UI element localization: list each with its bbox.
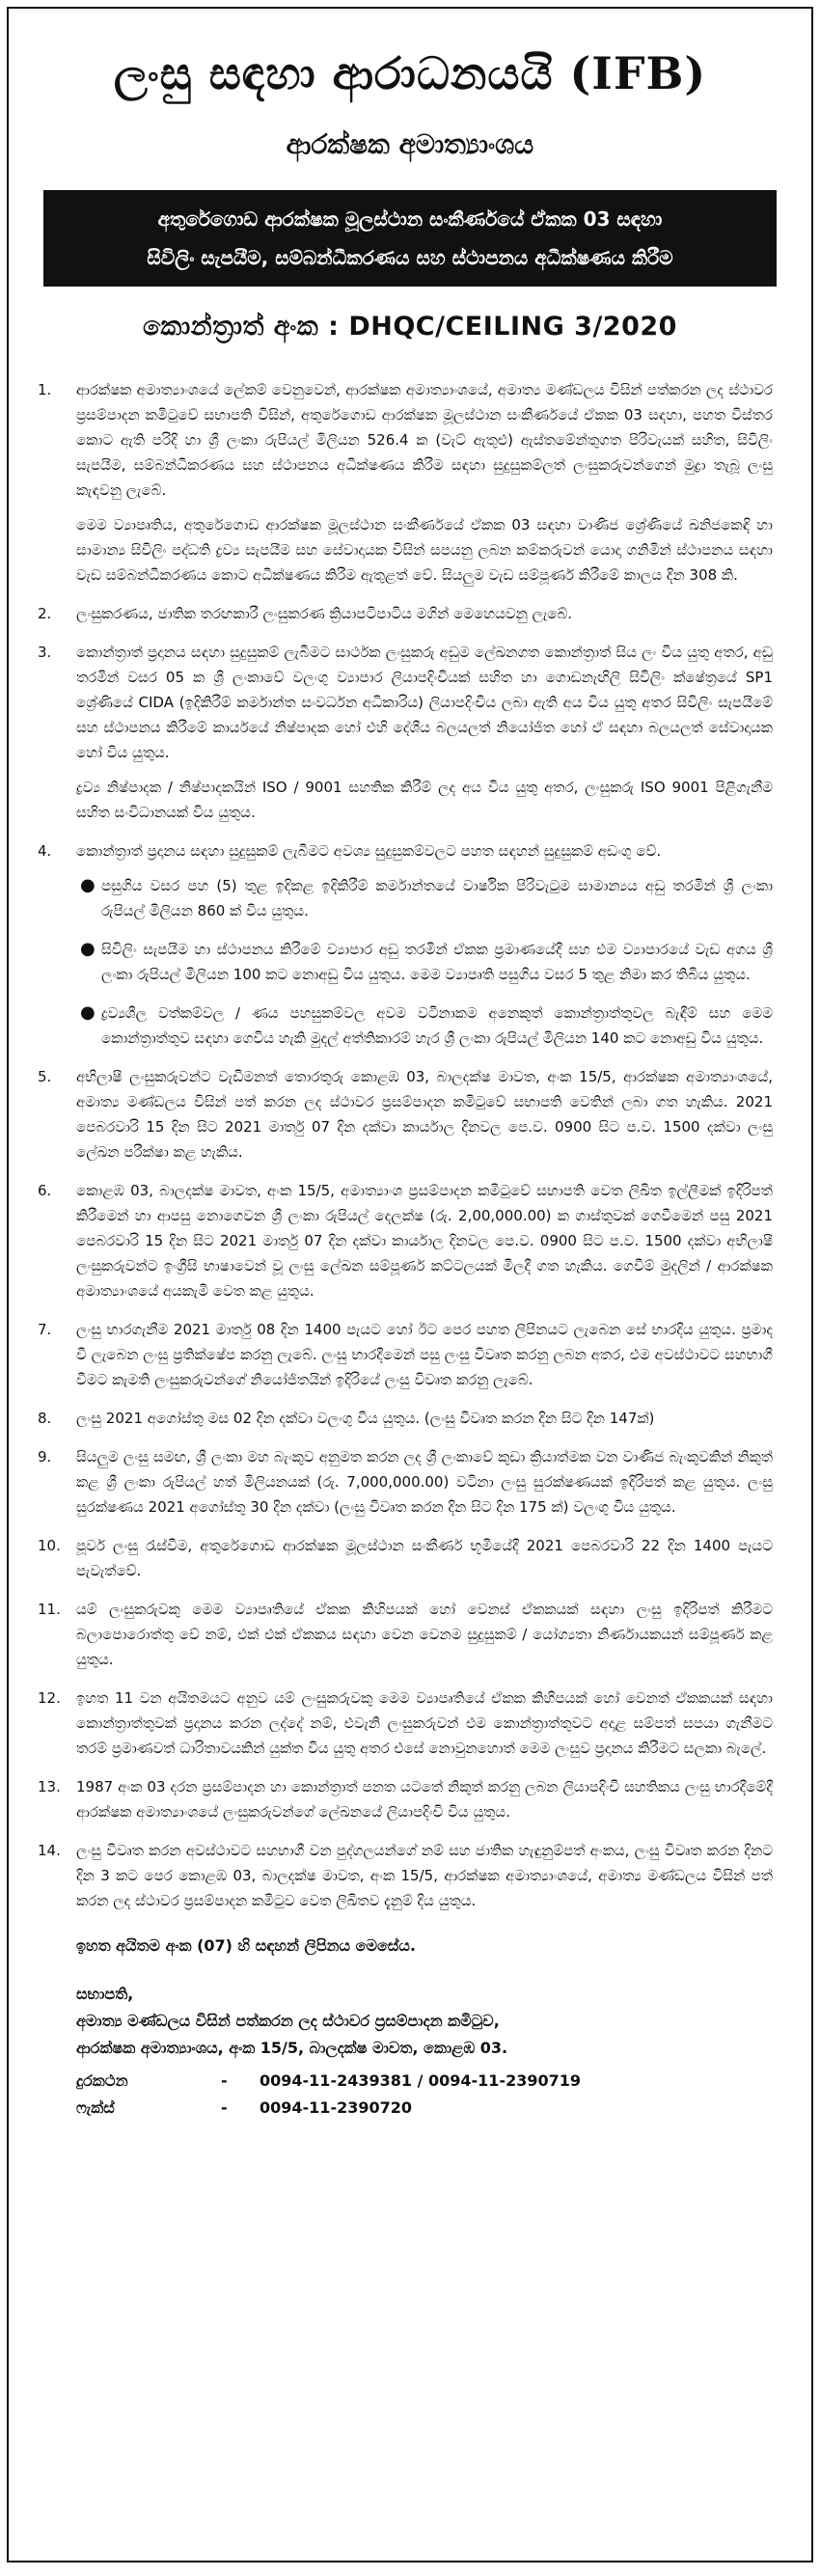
clause-item [9, 1444, 773, 1520]
clause-item [9, 1178, 773, 1303]
clause-paragraph: ආරක්ෂක අමාත්‍යාංශයේ ලේකම් වෙනුවෙන්, ආරක්ෂක අමාත්‍යාංශයේ, අමාත්‍ය මණ්ඩලය විසින් පත්කරන ලද ස්ථාවර ප්‍රසම්පාදන කමිටුවේ සභාපති විසින්, අතුරේගොඩ ආරක්ෂක මූලස්ථාන සංකීර්ණයේ ඒකක 03 සඳහා, පහත විස්තර කොට ඇති පරිදි හා ශ්‍රී ලංකා රුපියල් මිලියන 526.4 ක (වැට් ඇතුළු) ඇස්තමේන්තුගත පිරිවැයක් සහිත, සිවිලිං සැපයීම, සම්බන්ධීකරණය සහ ස්ථාපනය අධීක්ෂණය කිරීම සඳහා සුදුසුකම්ලත් ලංසුකරුවන්ගෙන් මුද්‍රා තැබූ ලංසු කැඳවනු ලැබේ. [76, 381, 774, 499]
requirement-bullet [76, 873, 773, 923]
clause-item [9, 377, 773, 588]
clause-item [9, 1774, 773, 1824]
clause-number: 12. [38, 1689, 61, 1707]
clause-paragraph: කොන්ත්‍රාත් ප්‍රදානය සඳහා සුදුසුකම් ලැබීමට අවශ්‍ය සුදුසුකම්වලට පහත සඳහන් සුදුසුකම් අඩංගු වේ. [76, 842, 662, 860]
contact-table [76, 2068, 590, 2122]
notice-title: ලංසු සඳහා ආරාධනයයි (IFB) [113, 47, 707, 99]
clause-item [9, 640, 773, 825]
contact-row-fax [76, 2095, 590, 2122]
clause-paragraph: අභිලාෂී ලංසුකරුවන්ට වැඩිමනත් තොරතුරු කොළඹ 03, බාලදක්ෂ මාවත, අංක 15/5, ආරක්ෂක අමාත්‍යාංශයේ, අමාත්‍ය මණ්ඩලය විසින් පත් කරන ලද ස්ථාවර ප්‍රසම්පාදන කමිටුවේ සභාපති වෙතින් ලබා ගත හැකිය. 2021 පෙබරවාරි 15 දින සිට 2021 මාර්තු 07 දින දක්වා කාර්යාල දිනවල පෙ.ව. 0900 සිට ප.ව. 1500 දක්වා ලංසු ලේඛන පරීක්ෂා කළ හැකිය. [76, 1068, 773, 1161]
contract-number-line [9, 312, 811, 343]
bullet-text: සිවිලිං සැපයීම හා ස්ථාපනය කිරීමේ ව්‍යාපාර අඩු තරමින් ඒකක ප්‍රමාණයේදී සහ එම ව්‍යාපාරයේ වැඩ අගය ශ්‍රී ලංකා රුපියල් මිලියන 100 කට නොඅඩු විය යුතුය. මෙම ව්‍යාපෘති පසුගිය වසර 5 තුළ නිමා කර තිබිය යුතුය. [101, 941, 773, 983]
clause-item [9, 1406, 773, 1431]
banner-line-2: සිවිලිං සැපයීම, සම්බන්ධීකරණය සහ ස්ථාපනය අධීක්ෂණය කිරීම [147, 246, 673, 269]
signoff-committee: අමාත්‍ය මණ්ඩලය විසින් පත්කරන ලද ස්ථාවර ප්‍රසම්පාදන කමිටුව, [76, 2012, 500, 2030]
clause-number: 8. [38, 1410, 52, 1427]
signoff-block [76, 1981, 811, 2062]
notice-page [7, 7, 813, 2562]
clause-paragraph: ලංසුකරණය, ජාතික තරඟකාරී ලංසුකරණ ක්‍රියාපටිපාටිය මගින් මෙහෙයවනු ලැබේ. [76, 605, 572, 622]
signoff-title: සභාපති, [76, 1985, 134, 2003]
clause-number: 9. [38, 1448, 52, 1466]
fax-label: ෆැක්ස් [76, 2098, 115, 2117]
clause-paragraph: කොළඹ 03, බාලදක්ෂ මාවත, අංක 15/5, අමාත්‍යාංශ ප්‍රසම්පාදන කමිටුවේ සභාපති වෙත ලිඛිත ඉල්ලීමක් ඉදිරිපත් කිරීමෙන් හා ආපසු නොගෙවන ශ්‍රී ලංකා රුපියල් දෙලක්ෂ (රු. 2,00,000.00) ක ගාස්තුවක් ගෙවීමෙන් පසු 2021 පෙබරවාරි 15 දින සිට 2021 මාර්තු 07 දින දක්වා කාර්යාල දිනවල පෙ.ව. 0900 සිට ප.ව. 1500 දක්වා අභිලාෂී ලංසුකරුවන්ට ඉංග්‍රීසි භාෂාවෙන් වූ ලංසු ලේඛන සම්පූර්ණ කට්ටලයක් මිලදී ගත හැකිය. ගෙවීම් මුදලින් / ආරක්ෂක අමාත්‍යාංශයේ අයකැමි වෙත කළ යුතුය. [76, 1182, 773, 1300]
fax-number: 0094-11-2390720 [260, 2098, 413, 2117]
clause-item [9, 1317, 773, 1392]
project-banner [43, 190, 777, 287]
clause-item [9, 1838, 773, 1913]
clause-number: 14. [38, 1842, 61, 1859]
bullet-dot-icon: ● [80, 875, 96, 895]
clause-number: 13. [38, 1778, 61, 1795]
clause-paragraph: සියලුම ලංසු සමඟ, ශ්‍රී ලංකා මහ බැංකුව අනුමත කරන ලද ශ්‍රී ලංකාවේ කුඩා ක්‍රියාත්මක වන වාණිජ බැංකුවකින් නිකුත් කළ ශ්‍රී ලංකා රුපියල් හත් මිලියනයක් (රු. 7,000,000.00) වටිනා ලංසු සුරක්ෂණයක් ඉදිරිපත් කළ යුතුය. ලංසු සුරක්ෂණය 2021 අගෝස්තු 30 දින දක්වා (ලංසු විවෘත කරන දින සිට දින 175 ක්) වලංගු විය යුතුය. [76, 1448, 773, 1516]
requirement-bullets [76, 873, 773, 1051]
clause-item [9, 1064, 773, 1165]
clause-number: 7. [38, 1321, 52, 1338]
clause-paragraph: ද්‍රව්‍ය නිෂ්පාදක / නිෂ්පාදකයින් ISO / 9001 සහතික කිරීම් ලද අය විය යුතු අතර, ලංසුකරු ISO 9001 පිළිගැනීම සහිත සංවිධානයක් විය යුතුය. [76, 779, 773, 821]
clause-paragraph: ලංසු විවෘත කරන අවස්ථාවට සහභාගී වන පුද්ගලයන්ගේ නම් සහ ජාතික හැඳුනුම්පත් අංකය, ලංසු විවෘත කරන දිනට දින 3 කට පෙර කොළඹ 03, බාලදක්ෂ මාවත, අංක 15/5, ආරක්ෂක අමාත්‍යාංශයේ, අමාත්‍ය මණ්ඩලය විසින් පත් කරන ලද ස්ථාවර ප්‍රසම්පාදන කමිටුව වෙත ලිඛිතව දැනුම් දිය යුතුය. [76, 1842, 773, 1909]
bullet-dot-icon: ● [80, 1002, 96, 1023]
clause-paragraph: මෙම ව්‍යාපෘතිය, අතුරේගොඩ ආරක්ෂක මූලස්ථාන සංකීර්ණයේ ඒකක 03 සඳහා වාණිජ ශ්‍රේණියේ ඛනිජකෙඳි හා සාමාන්‍ය සිවිලිං පද්ධති ද්‍රව්‍ය සැපයීම සහ සේවාදායක විසින් සපයනු ලබන කම්කරුවන් යොදා ගනිමින් ස්ථාපනය සඳහා වැඩ සම්බන්ධීකරණය කොට අධීක්ෂණය කිරීම ඇතුළත් වේ. සියලුම වැඩ සම්පූර්ණ කිරීමේ කාලය දින 308 කි. [76, 516, 773, 584]
phone-separator: - [221, 2071, 228, 2090]
clause-paragraph: කොන්ත්‍රාත් ප්‍රදානය සඳහා සුදුසුකම් ලැබීමට සාර්ථක ලංසුකරු අඩුම ලේඛනගත කොන්ත්‍රාත් සිය ලං විය යුතු අතර, අඩු තරමින් වසර 05 ක ශ්‍රී ලංකාවේ වලංගු ව්‍යාපාර ලියාපදිංචියක් සහිත හා ගොඩනැඟිලි සිවිලිං ක්ෂේත්‍රයේ SP1 ශ්‍රේණියේ CIDA (ඉදිකිරීම් කර්මාන්ත සංවර්ධන අධිකාරිය) ලියාපදිංචිය ලබා ඇති අය විය යුතු අතර සිවිලිං සැපයීමේ සහ ස්ථාපනය කිරීමේ කාර්යයේ නිෂ්පාදක හෝ එහි දේශීය බලයලත් නියෝජිත හෝ ඒ සඳහා බලයලත් සේවාදායක හෝ විය යුතුය. [76, 644, 773, 761]
clause-number: 3. [38, 644, 52, 661]
clause-paragraph: 1987 අංක 03 දරන ප්‍රසම්පාදන හා කොන්ත්‍රාත් පනත යටතේ නිකුත් කරනු ලබන ලියාපදිංචි සහතිකය ලංසු භාරදීමේදී ආරක්ෂක අමාත්‍යාංශයේ ලංසුකරුවන්ගේ ලේඛනයේ ලියාපදිංචි විය යුතුය. [76, 1778, 773, 1821]
ministry-name: ආරක්ෂක අමාත්‍යාංශය [286, 128, 534, 160]
clause-paragraph: ලංසු භාරගැනීම 2021 මාර්තු 08 දින 1400 පැයට හෝ ඊට පෙර පහත ලිපිනයට ලැබෙන සේ භාරදිය යුතුය. ප්‍රමාද වී ලැබෙන ලංසු ප්‍රතික්ෂේප කරනු ලැබේ. ලංසු භාරදීමෙන් පසු ලංසු විවෘත කරනු ලබන අතර, එම අවස්ථාවට සහභාගී වීමට කැමති ලංසුකරුවන්ගේ නියෝජිතයින් ඉදිරියේ ලංසු විවෘත කරනු ලැබේ. [76, 1321, 773, 1388]
bullet-dot-icon: ● [80, 939, 96, 959]
fax-separator: - [221, 2098, 228, 2117]
contact-row-phone [76, 2068, 590, 2095]
banner-line-1: අතුරේගොඩ ආරක්ෂක මූලස්ථාන සංකීර්ණයේ ඒකක 03 සඳහා [157, 207, 663, 231]
phone-numbers: 0094-11-2439381 / 0094-11-2390719 [260, 2071, 581, 2090]
requirement-bullet [76, 1000, 773, 1051]
bullet-text: පසුගිය වසර පහ (5) තුළ ඉදිකළ ඉදිකිරීම් කර්මාන්තයේ වාර්ෂික පිරිවැටුම සාමාන්‍යය අඩු තරමින් ශ්‍රී ලංකා රුපියල් මිලියන 860 ක් විය යුතුය. [101, 877, 773, 919]
clause-number: 2. [38, 605, 52, 622]
clause-item [9, 601, 773, 626]
clause-list [9, 377, 811, 1913]
bullet-text: ද්‍රව්‍යශීල වත්කම්වල / ණය පහසුකම්වල අවම වටිනාකම අනෙකුත් කොන්ත්‍රාත්තුවල බැඳීම් සහ මෙම කොන්ත්‍රාත්තුව සඳහා ගෙවිය හැකි මුදල් අත්තිකාරම් හැර ශ්‍රී ලංකා රුපියල් මිලියන 140 කට නොඅඩු විය යුතුය. [101, 1004, 773, 1047]
requirement-bullet [76, 937, 773, 987]
contract-label: කොන්ත්‍රාත් අංක : [143, 312, 340, 342]
clause-item [9, 1597, 773, 1672]
clause-paragraph: ලංසු 2021 අගෝස්තු මස 02 දින දක්වා වලංගු විය යුතුය. (ලංසු විවෘත කරන දින සිට දින 147ක්) [76, 1410, 655, 1427]
clause-item [9, 1685, 773, 1761]
address-intro: ඉහත අයිතම අංක (07) හි සඳහන් ලිපිනය මෙසේය. [76, 1936, 417, 1955]
clause-paragraph: ඉහත 11 වන අයිතමයට අනුව යම් ලංසුකරුවකු මෙම ව්‍යාපෘතියේ ඒකක කිහිපයක් හෝ වෙනත් ඒකකයක් සඳහා කොන්ත්‍රාත්තුවක් ප්‍රදානය කරන ලද්දේ නම්, එවැනි ලංසුකරුවන් එම කොන්ත්‍රාත්තුවට අදාළ සම්පත් සපයා ගැනීමට තරම් ප්‍රමාණවත් ධාරිතාවයකින් යුක්ත විය යුතු අතර එසේ නොවුනහොත් මෙම ලංසුව ප්‍රදානය කිරීමට සලකා බැලේ. [76, 1689, 773, 1757]
contract-number: DHQC/CEILING 3/2020 [348, 312, 677, 342]
clause-number: 6. [38, 1182, 52, 1199]
clause-number: 10. [38, 1537, 61, 1554]
clause-number: 11. [38, 1601, 61, 1618]
clause-number: 5. [38, 1068, 52, 1085]
clause-paragraph: පූර්ව ලංසු රැස්වීම, අතුරේගොඩ ආරක්ෂක මූලස්ථාන සංකීර්ණ භූමියේදී 2021 පෙබරවාරි 22 දින 1400 පැයට පැවැත්වේ. [76, 1537, 773, 1579]
clause-number: 1. [38, 381, 52, 398]
phone-label: දුරකථන [76, 2071, 128, 2090]
clause-item [9, 1533, 773, 1583]
clause-number: 4. [38, 842, 52, 860]
clause-paragraph: යම් ලංසුකරුවකු මෙම ව්‍යාපෘතියේ ඒකක කිහිපයක් හෝ වෙනස් ඒකකයක් සඳහා ලංසු ඉදිරිපත් කිරීමට බලාපොරොත්තු වේ නම්, එක් එක් ඒකකය සඳහා වෙන වෙනම සුදුසුකම් / යෝග්‍යතා නිර්ණායකයන් සම්පූර්ණ කළ යුතුය. [76, 1601, 773, 1668]
clause-item [9, 838, 773, 1051]
signoff-address: ආරක්ෂක අමාත්‍යාංශය, අංක 15/5, බාලදක්ෂ මාවත, කොළඹ 03. [76, 2039, 508, 2057]
